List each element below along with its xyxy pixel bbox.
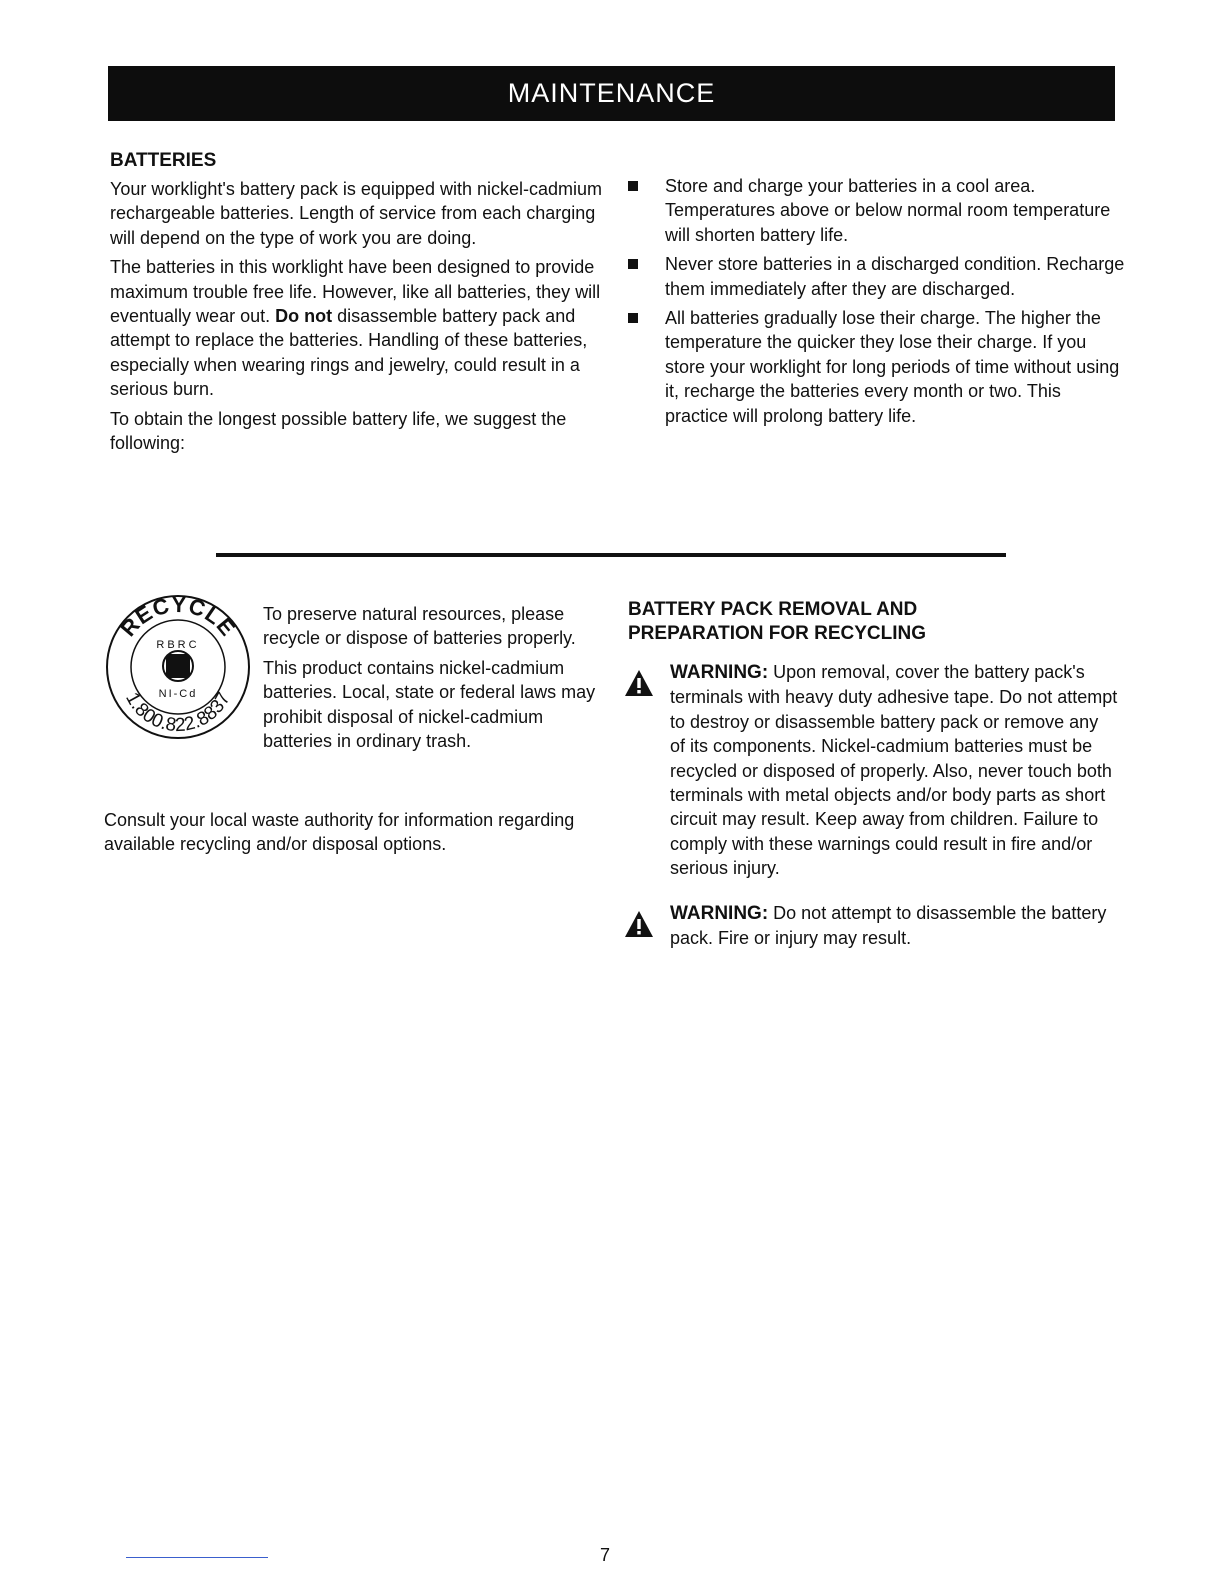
recycle-info <box>263 602 603 758</box>
warning-triangle-icon <box>624 668 654 881</box>
bullet-square-icon <box>628 313 638 323</box>
removal-heading-line1: BATTERY PACK REMOVAL AND <box>628 599 918 620</box>
batteries-para1: Your worklight's battery pack is equipped with nickel-cadmium rechargeable batteries. Length of service from each charging will depend on the type of work you are doing. <box>110 179 603 248</box>
recycle-para3: Consult your local waste authority for information regarding available recycling and/or disposal options. <box>104 810 575 855</box>
warning-block-2 <box>628 901 1118 951</box>
list-item <box>628 252 1128 301</box>
batteries-para2-end: disassemble battery pack and attempt to replace the batteries. Handling of these batteries, especially when wearing rings and jewelry, could result in a serious burn. <box>110 306 588 400</box>
section-title: MAINTENANCE <box>507 78 716 108</box>
logo-recycle-text: RECYCLE <box>115 592 241 642</box>
warning-block-1 <box>628 660 1118 881</box>
warning-body-1: Upon removal, cover the battery pack's terminals with heavy duty adhesive tape. Do not attempt to destroy or disassemble battery pack or remove any of its components. Nickel-cadmium batteries must be recycled or disposed of properly. Also, never touch both terminals with metal objects and/or body parts as short circuit may result. Keep away from children. Failure to comply with these warnings could result in fire and/or serious injury. <box>670 662 1118 879</box>
warning-text-1 <box>670 660 1118 881</box>
recycle-consult <box>104 808 604 862</box>
tip-text: Store and charge your batteries in a cool area. Temperatures above or below normal room temperature will shorten battery life. <box>665 176 1111 245</box>
bullet-square-icon <box>628 259 638 269</box>
page-number: 7 <box>600 1545 611 1565</box>
section-divider <box>216 553 1006 557</box>
tip-text: Never store batteries in a discharged condition. Recharge them immediately after they are discharged. <box>665 254 1125 299</box>
batteries-para3: To obtain the longest possible battery life, we suggest the following: <box>110 408 567 454</box>
batteries-para2-bold: Do not <box>275 306 333 327</box>
batteries-para2 <box>110 255 605 401</box>
warning-label: WARNING: <box>670 662 769 683</box>
recycle-para2: This product contains nickel-cadmium batteries. Local, state or federal laws may prohibit disposal of nickel-cadmium batteries in ordinary trash. <box>263 657 596 752</box>
recycle-para1: To preserve natural resources, please recycle or dispose of batteries properly. <box>263 604 576 649</box>
warning-body-2: Do not attempt to disassemble the battery pack. Fire or injury may result. <box>670 902 1107 949</box>
batteries-para2-start: The batteries in this worklight have been designed to provide maximum trouble free life. However, like all batteries, they will eventually wear out. <box>110 257 601 327</box>
warning-label: WARNING: <box>670 902 769 924</box>
svg-text:RECYCLE <box>115 592 240 641</box>
warning-triangle-icon <box>624 909 654 951</box>
logo-phone-text: 1.800.822.8837 <box>121 689 235 737</box>
battery-tips-list <box>628 174 1128 433</box>
tip-text: All batteries gradually lose their charge. The higher the temperature the quicker they lose their charge. If you store your worklight for long periods of time without using it, recharge the batteries every month or two. This practice will prolong battery life. <box>665 308 1120 426</box>
rbrc-recycle-seal-icon <box>103 592 253 742</box>
battery-removal-section <box>628 598 1118 950</box>
logo-org-text: RBRC <box>156 639 200 651</box>
batteries-heading: BATTERIES <box>110 150 217 171</box>
bullet-square-icon <box>628 181 638 191</box>
logo-chem-text: NI-Cd <box>158 688 198 700</box>
list-item <box>628 306 1128 428</box>
section-header <box>108 66 1115 121</box>
removal-heading-line2: PREPARATION FOR RECYCLING <box>628 623 927 644</box>
list-item <box>628 174 1128 247</box>
batteries-section <box>110 149 605 460</box>
warning-text-2 <box>670 901 1118 951</box>
footer-underline <box>126 1557 268 1558</box>
